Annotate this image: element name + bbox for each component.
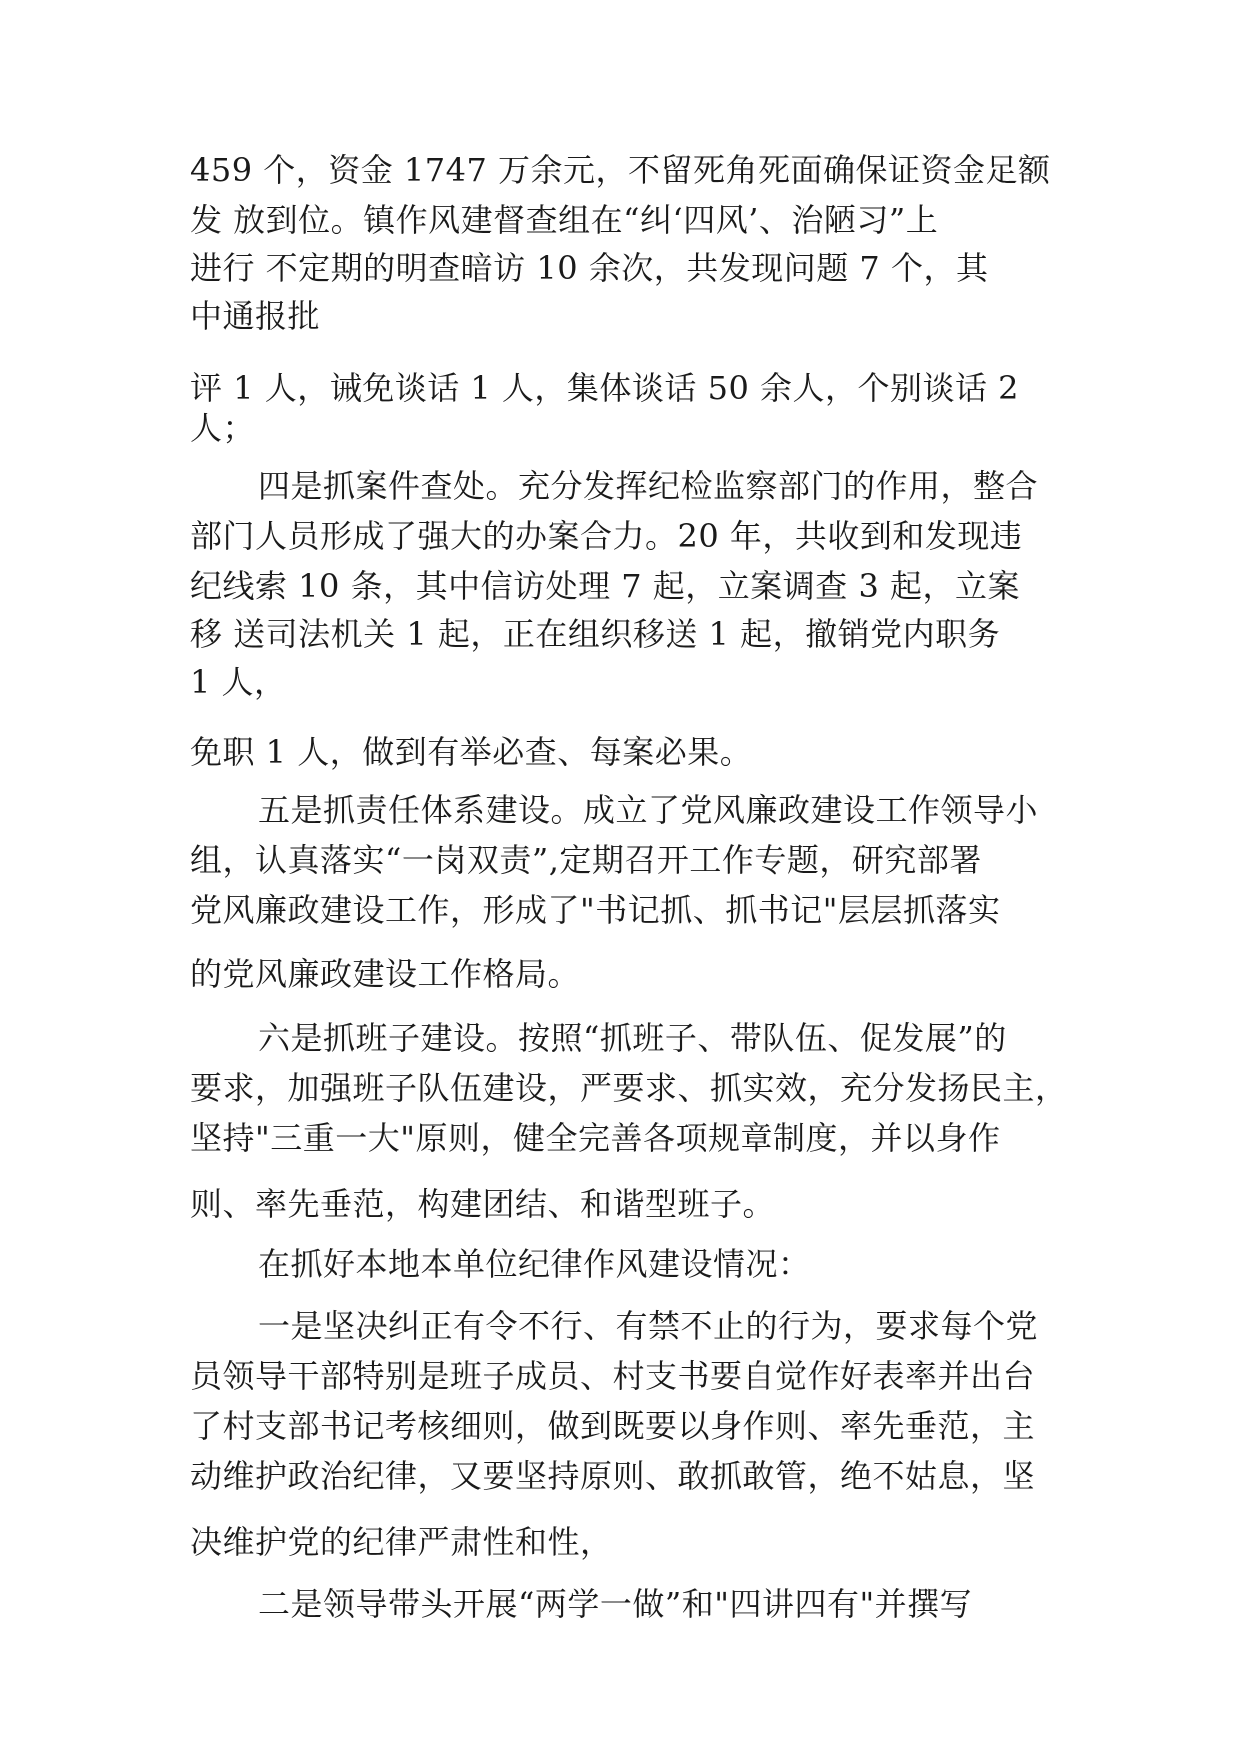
text-line-14: 组，认真落实“一岗双责”,定期召开工作专题，研究部署 bbox=[190, 841, 982, 879]
text-line-1: 459 个，资金 1747 万余元，不留死角死面确保证资金足额 bbox=[190, 151, 1051, 189]
text-line-8: 部门人员形成了强大的办案合力。20 年，共收到和发现违 bbox=[190, 517, 1023, 555]
item-2-start: 二是领导带头开展“两学一做”和"四讲四有"并撰写 bbox=[258, 1585, 973, 1623]
paragraph-4-start: 四是抓案件查处。充分发挥纪检监察部门的作用，整合 bbox=[258, 467, 1039, 505]
text-line-15: 党风廉政建设工作，形成了"书记抓、抓书记"层层抓落实 bbox=[190, 891, 1001, 929]
text-line-20: 则、率先垂范，构建团结、和谐型班子。 bbox=[190, 1185, 776, 1223]
text-line-6: 人； bbox=[190, 409, 256, 447]
text-line-5: 评 1 人，诫免谈话 1 人，集体谈话 50 余人，个别谈话 2 bbox=[190, 369, 1020, 407]
text-line-26: 决维护党的纪律严肃性和性， bbox=[190, 1523, 613, 1561]
paragraph-5-start: 五是抓责任体系建设。成立了党风廉政建设工作领导小 bbox=[258, 791, 1039, 829]
text-line-2: 发 放到位。镇作风建督查组在“纠‘四风’、治陋习”上 bbox=[190, 201, 939, 239]
text-line-23: 员领导干部特别是班子成员、村支书要自觉作好表率并出台 bbox=[190, 1357, 1036, 1395]
text-line-16: 的党风廉政建设工作格局。 bbox=[190, 955, 581, 993]
paragraph-6-start: 六是抓班子建设。按照“抓班子、带队伍、促发展”的 bbox=[258, 1019, 1007, 1057]
text-line-9: 纪线索 10 条，其中信访处理 7 起，立案调查 3 起，立案 bbox=[190, 567, 1020, 605]
section-intro: 在抓好本地本单位纪律作风建设情况： bbox=[258, 1245, 811, 1283]
text-line-19: 坚持"三重一大"原则，健全完善各项规章制度，并以身作 bbox=[190, 1119, 1001, 1157]
text-line-25: 动维护政治纪律，又要坚持原则、敢抓敢管，绝不姑息，坚 bbox=[190, 1457, 1036, 1495]
text-line-10: 移 送司法机关 1 起，正在组织移送 1 起，撤销党内职务 bbox=[190, 615, 1001, 653]
text-line-18: 要求，加强班子队伍建设，严要求、抓实效，充分发扬民主， bbox=[190, 1069, 1068, 1107]
text-line-4: 中通报批 bbox=[190, 297, 321, 335]
text-line-12: 免职 1 人，做到有举必查、每案必果。 bbox=[190, 733, 753, 771]
item-1-start: 一是坚决纠正有令不行、有禁不止的行为，要求每个党 bbox=[258, 1307, 1039, 1345]
text-line-24: 了村支部书记考核细则，做到既要以身作则、率先垂范，主 bbox=[190, 1407, 1036, 1445]
text-line-3: 进行 不定期的明查暗访 10 余次，共发现问题 7 个，其 bbox=[190, 249, 989, 287]
text-line-11: 1 人， bbox=[190, 663, 287, 701]
